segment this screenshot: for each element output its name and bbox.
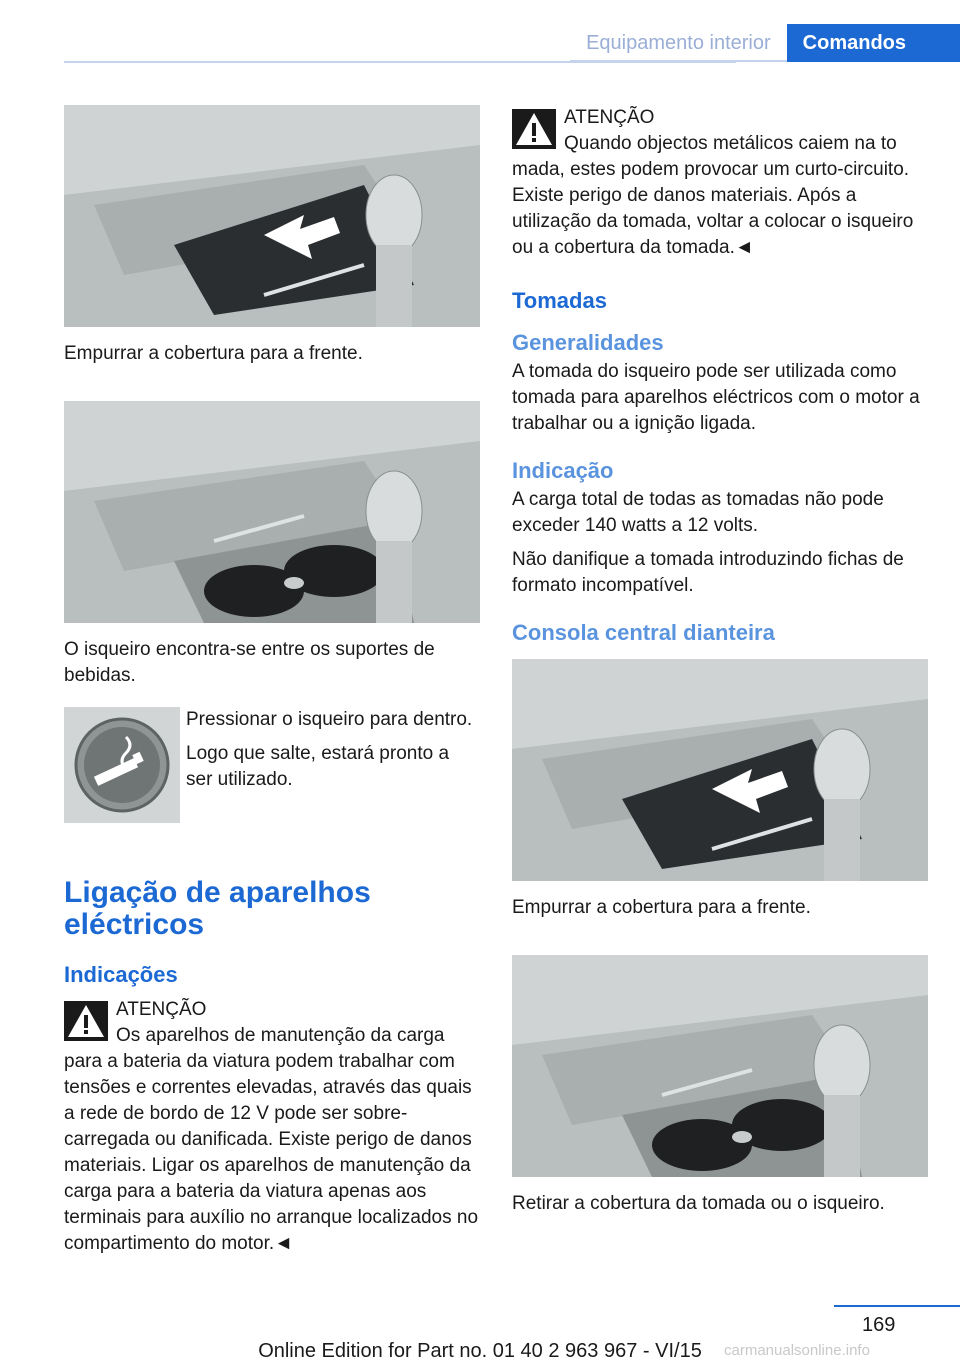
warning-first-line-right: Quando objectos metálicos caiem na to xyxy=(564,133,897,154)
header-tabs xyxy=(570,24,960,62)
indication-text-1: A carga total de todas as tomadas não pode exceder 140 watts a 12 volts. xyxy=(512,489,884,536)
lighter-ready-text: Logo que salte, estará pronto a ser utilizado. xyxy=(186,743,450,790)
lighter-press-text: Pressionar o isqueiro para dentro. xyxy=(186,709,473,730)
general-text: A tomada do isqueiro pode ser utilizada como tomada para aparelhos eléctricos com o motor a trabalhar ou a ignição ligada. xyxy=(512,361,920,434)
right-caption-2: Retirar a cobertura da tomada ou o isqueiro. xyxy=(512,1193,885,1214)
right-column xyxy=(512,105,928,1217)
warning-triangle-icon xyxy=(64,1001,108,1041)
right-caption-1: Empurrar a cobertura para a frente. xyxy=(512,897,811,918)
footer-edition: Online Edition for Part no. 01 40 2 963 967 - VI/15 xyxy=(258,1340,702,1362)
header-rule xyxy=(64,61,736,63)
left-column xyxy=(64,105,480,1257)
subheading-front-console: Consola central dianteira xyxy=(512,620,775,645)
left-caption-1: Empurrar a cobertura para a frente. xyxy=(64,343,363,364)
section-heading-electrical: Ligação de aparelhos eléctricos xyxy=(64,876,371,941)
warning-body-right: mada, estes podem provocar um curto-circuito. Existe perigo de danos materiais. Após a utilização da tomada, voltar a colocar o isqueiro ou a cobertura da tomada.◄ xyxy=(512,159,914,258)
warning-triangle-icon xyxy=(512,109,556,149)
warning-block-left xyxy=(64,997,480,1257)
page-number: 169 xyxy=(862,1314,896,1336)
footer-rule xyxy=(834,1305,960,1307)
console-cover-closed-photo xyxy=(64,105,480,327)
front-console-cover-photo xyxy=(512,659,928,881)
cigarette-lighter-icon xyxy=(64,707,180,823)
header-section-tab: Equipamento interior xyxy=(570,24,787,62)
warning-title-left: ATENÇÃO xyxy=(116,999,207,1020)
indication-text-2: Não danifique a tomada introduzindo fichas de formato incompatível. xyxy=(512,549,904,596)
warning-title-right: ATENÇÃO xyxy=(564,107,655,128)
cup-holder-photo xyxy=(64,401,480,623)
subheading-indications: Indicações xyxy=(64,962,178,987)
subheading-indication: Indicação xyxy=(512,458,614,483)
warning-body-left: para a bateria da viatura podem trabalhar com tensões e correntes elevadas, através das quais a rede de bordo de 12 V pode ser sobrecarregada ou danificada. Existe perigo de danos materiais. Ligar os aparelhos de manutenção da carga para a bateria da viatura apenas aos terminais para auxílio no arranque localizados no compartimento do motor.◄ xyxy=(64,1051,479,1254)
subheading-general: Generalidades xyxy=(512,330,664,355)
header-chapter-tab: Comandos xyxy=(787,24,960,62)
left-caption-2: O isqueiro encontra-se entre os suportes de bebidas. xyxy=(64,639,435,686)
watermark: carmanualsonline.info xyxy=(724,1342,870,1359)
lighter-instructions xyxy=(64,707,480,823)
warning-first-line-left: Os aparelhos de manutenção da carga xyxy=(116,1025,445,1046)
heading-sockets: Tomadas xyxy=(512,288,607,313)
warning-block-right xyxy=(512,105,928,261)
socket-cover-removed-photo xyxy=(512,955,928,1177)
